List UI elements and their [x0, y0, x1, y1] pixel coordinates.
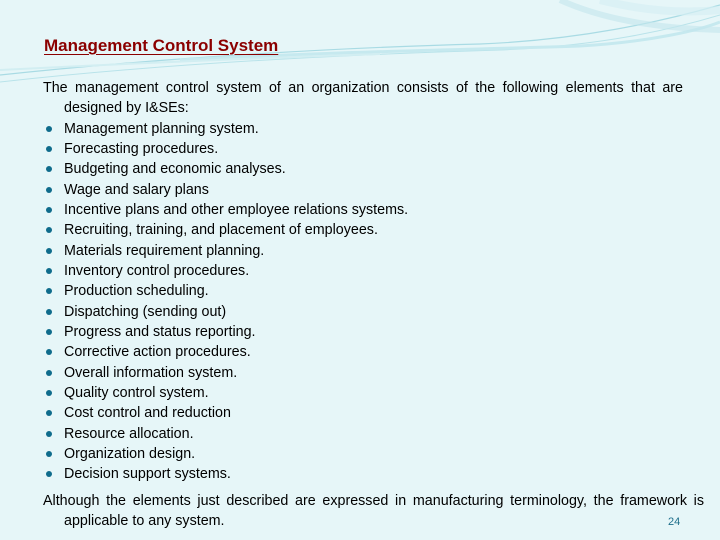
element-list: [43, 119, 683, 485]
list-item: [43, 302, 683, 322]
closing-paragraph: Although the elements just described are expressed in manufacturing terminology, the framework is applicable to any system.: [43, 493, 704, 530]
list-item-label: Dispatching (sending out): [64, 303, 227, 320]
intro-paragraph: The management control system of an organization consists of the following elements that are designed by I&SEs:: [43, 80, 683, 117]
bullet-icon: [46, 268, 52, 274]
list-item: [43, 403, 683, 423]
list-item-label: Overall information system.: [64, 364, 238, 381]
bullet-icon: [46, 309, 52, 315]
list-item-label: Recruiting, training, and placement of employees.: [64, 222, 378, 239]
list-item-label: Cost control and reduction: [64, 405, 231, 422]
list-item-label: Production scheduling.: [64, 283, 209, 300]
bullet-icon: [46, 390, 52, 396]
bullet-icon: [46, 349, 52, 355]
list-item: [43, 220, 683, 240]
bullet-icon: [46, 146, 52, 152]
list-item: [43, 281, 683, 301]
bullet-icon: [46, 471, 52, 477]
list-item-label: Materials requirement planning.: [64, 242, 265, 259]
list-item: [43, 444, 683, 464]
list-item-label: Inventory control procedures.: [64, 263, 250, 279]
bullet-icon: [46, 248, 52, 254]
list-item-label: Decision support systems.: [64, 466, 231, 483]
bullet-icon: [46, 166, 52, 172]
bullet-icon: [46, 227, 52, 233]
list-item-label: Budgeting and economic analyses.: [64, 161, 286, 178]
list-item-label: Resource allocation.: [64, 425, 194, 442]
list-item-label: Organization design.: [64, 446, 196, 463]
list-item-label: Wage and salary plans: [64, 181, 209, 198]
list-item-label: Incentive plans and other employee relations systems.: [64, 201, 409, 218]
list-item-label: Progress and status reporting.: [64, 324, 256, 341]
list-item: [43, 322, 683, 342]
bullet-icon: [46, 329, 52, 335]
list-item: [43, 159, 683, 179]
list-item: [43, 180, 683, 200]
slide-title: Management Control System: [44, 36, 279, 55]
bullet-icon: [46, 451, 52, 457]
bullet-icon: [46, 126, 52, 132]
slide-number: 24: [668, 516, 681, 528]
list-item-label: Management planning system.: [64, 120, 259, 137]
list-item: [43, 139, 683, 159]
bullet-icon: [46, 431, 52, 437]
bullet-icon: [46, 410, 52, 416]
list-item: [43, 200, 683, 220]
bullet-icon: [46, 187, 52, 193]
list-item: [43, 119, 683, 139]
list-item: [43, 261, 683, 281]
list-item: [43, 363, 683, 383]
bullet-icon: [46, 370, 52, 376]
list-item: [43, 464, 683, 484]
list-item: [43, 241, 683, 261]
list-item: [43, 342, 683, 362]
list-item: [43, 383, 683, 403]
slide-body: [43, 78, 683, 485]
list-item-label: Quality control system.: [64, 385, 209, 402]
bullet-icon: [46, 288, 52, 294]
list-item: [43, 424, 683, 444]
list-item-label: Forecasting procedures.: [64, 140, 219, 157]
bullet-icon: [46, 207, 52, 213]
list-item-label: Corrective action procedures.: [64, 344, 251, 361]
